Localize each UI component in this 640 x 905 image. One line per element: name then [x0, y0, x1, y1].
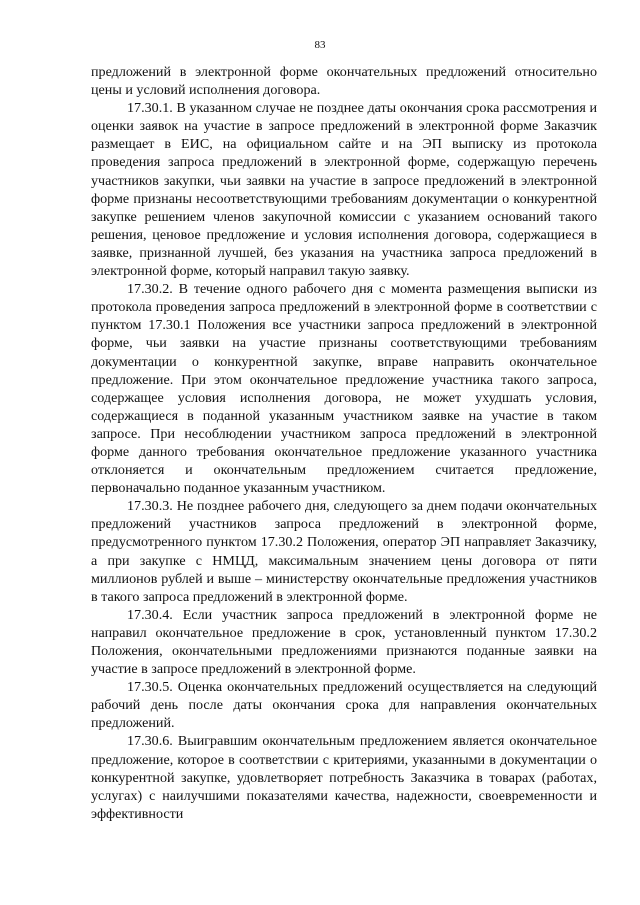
paragraph-17-30-3: 17.30.3. Не позднее рабочего дня, следующего за днем подачи окончательных предложений участников запроса предложений в электронной форме, предусмотренного пунктом 17.30.2 Положения, оператор ЭП направляет Заказчику, а при закупке с НМЦД, максимальным значением цены договора от пяти миллионов рублей и выше – министерству окончательные предложения участников в такого запроса предложений в электронной форме. [91, 498, 597, 605]
page-number: 83 [314, 39, 326, 51]
paragraph-17-30-6: 17.30.6. Выигравшим окончательным предложением является окончательное предложение, которое в соответствии с критериями, указанными в документации о конкурентной закупке, удовлетворяет потребность Заказчика в товарах (работах, услугах) с наилучшими показателями качества, надежности, своевременности и эффективности [91, 733, 597, 822]
paragraph-17-30-4: 17.30.4. Если участник запроса предложений в электронной форме не направил окончательное предложение в срок, установленный пунктом 17.30.2 Положения, окончательными предложениями признаются поданные заявки на участие в запросе предложений в электронной форме. [91, 606, 597, 678]
paragraph-17-30-1: 17.30.1. В указанном случае не позднее даты окончания срока рассмотрения и оценки заявок на участие в запросе предложений в электронной форме Заказчик размещает в ЕИС, на официальном сайте и на ЭП выписку из протокола проведения запроса предложений в электронной форме, содержащую перечень участников закупки, чьи заявки на участие в запросе предложений в электронной форме признаны несоответствующими требованиям документации о конкурентной закупке решением членов закупочной комиссии с указанием оснований такого решения, ценовое предложение и условия исполнения договора, содержащиеся в заявке, признанной лучшей, без указания на участника запроса предложений в электронной форме, который направил такую заявку. [91, 100, 597, 280]
document-body [91, 63, 597, 823]
paragraph-17-30-5: 17.30.5. Оценка окончательных предложений осуществляется на следующий рабочий день после даты окончания срока для направления окончательных предложений. [91, 679, 597, 732]
paragraph-17-30-2: 17.30.2. В течение одного рабочего дня с момента размещения выписки из протокола проведения запроса предложений в электронной форме в соответствии с пунктом 17.30.1 Положения все участники запроса предложений в электронной форме, чьи заявки на участие признаны соответствующими требованиям документации о конкурентной закупке, вправе направить окончательное предложение. При этом окончательное предложение участника такого запроса, содержащее условия исполнения договора, не может ухудшать условия, содержащиеся в поданной указанным участником заявке на участие в таком запросе. При несоблюдении участником запроса предложений в электронной форме данного требования окончательное предложение указанного участника отклоняется и окончательным предложением считается предложение, первоначально поданное указанным участником. [91, 281, 597, 497]
paragraph-continuation: предложений в электронной форме окончательных предложений относительно цены и условий исполнения договора. [91, 64, 597, 99]
